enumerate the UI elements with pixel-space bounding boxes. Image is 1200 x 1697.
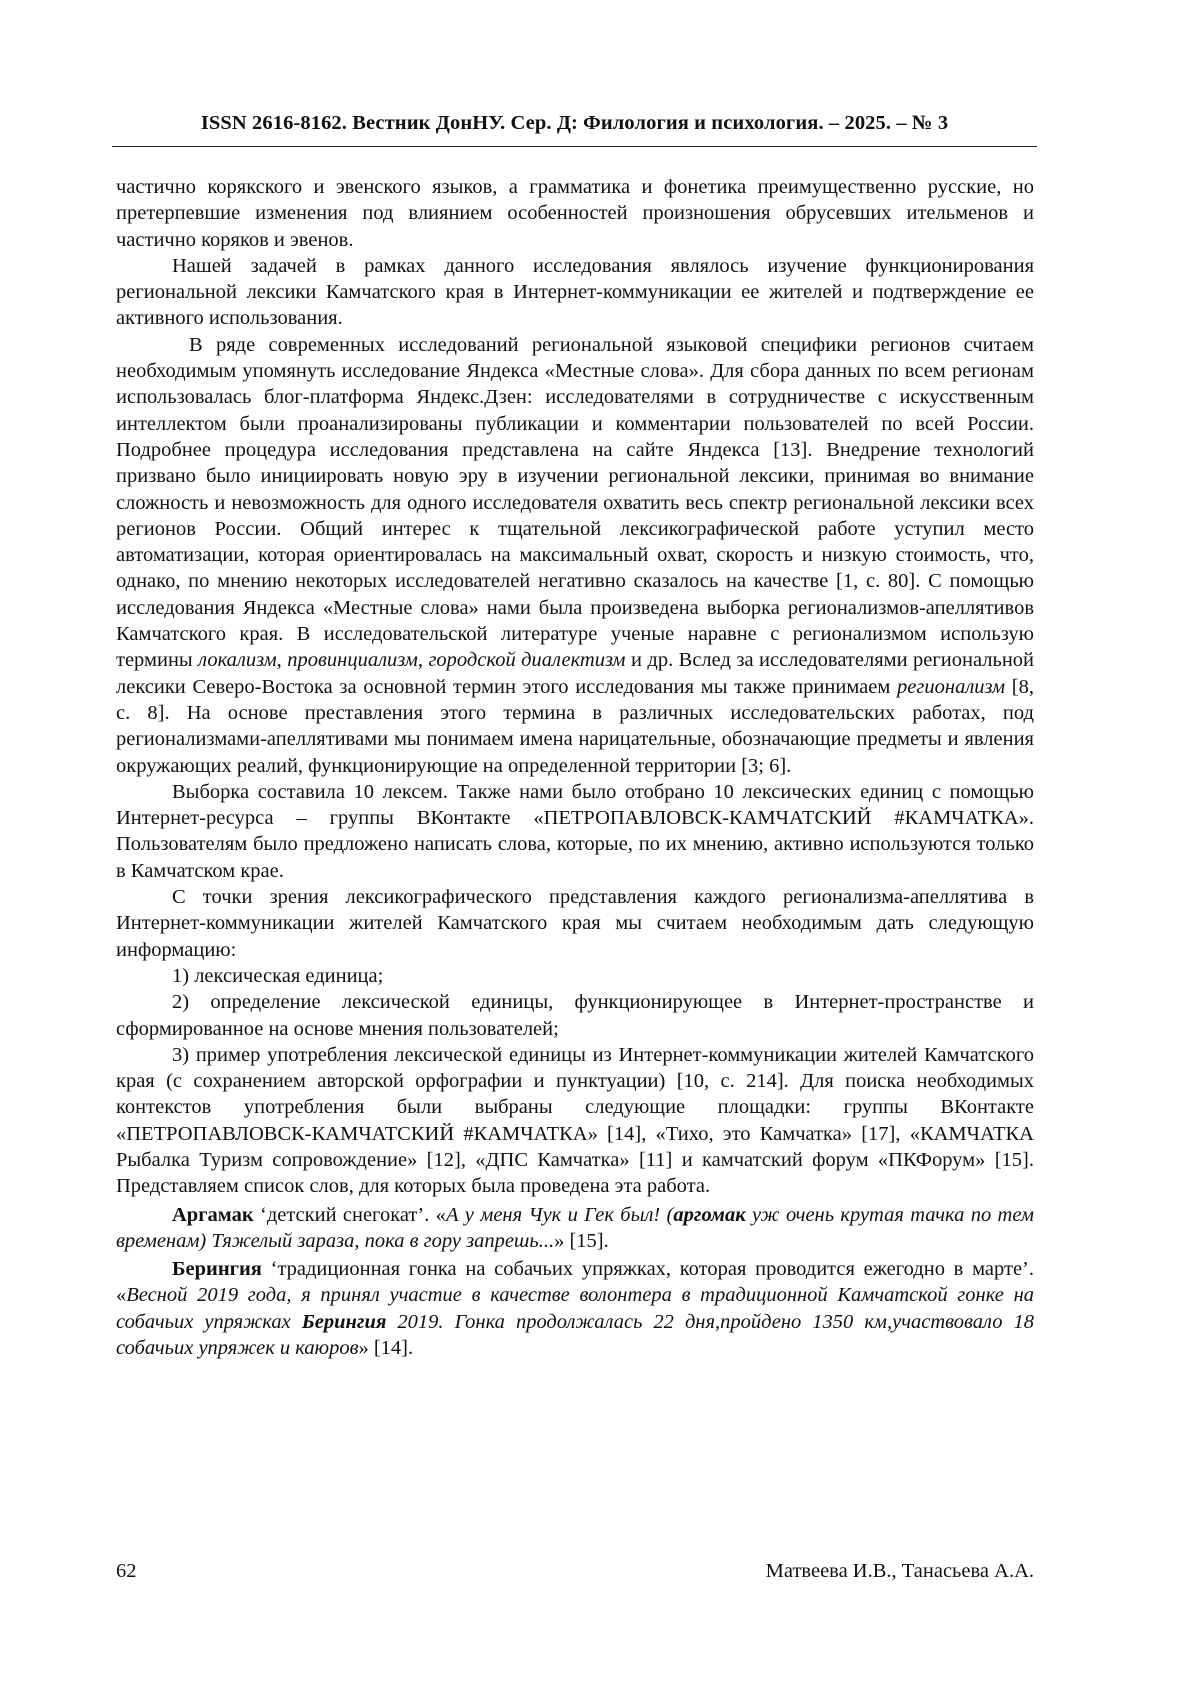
page-number: 62 — [116, 1560, 137, 1582]
term-italic: локализм — [198, 649, 277, 672]
paragraph: С точки зрения лексикографического представления каждого регионализма-апеллятива в Интернет-коммуникации жителей Камчатского края мы считаем необходимым дать следующую информацию: — [116, 886, 1034, 961]
entry-example — [116, 1284, 1034, 1359]
example-text: уж очень крутая тачка по тем временам) Тяжелый зараза, пока в гору запрешь... — [116, 1203, 1035, 1252]
text-run: [8, с. 8]. На основе преставления этого термина в различных исследовательских работах, под регионализмами-апеллятивами мы понимаем имена нарицательные, обозначающие предметы и явления окружающих реалий, функционирующие на определенной территории [3; 6]. — [116, 675, 1034, 777]
entry-source: » [14]. — [358, 1337, 414, 1360]
running-header — [112, 112, 1037, 147]
dictionary-entry — [116, 1202, 1034, 1255]
paragraph: Нашей задачей в рамках данного исследования являлось изучение функционирования региональной лексики Камчатского края в Интернет-коммуникации ее жителей и подтверждение ее активного использования. — [116, 254, 1034, 330]
text-run: , — [417, 649, 429, 672]
list-item: 2) определение лексической единицы, функционирующее в Интернет-пространстве и сформированное на основе мнения пользователей; — [116, 991, 1034, 1040]
example-text: 2019. Гонка продолжалась 22 дня,пройдено 1350 км,участвовало 18 собачьих упряжек и каюров — [116, 1310, 1034, 1360]
paragraph: Выборка составила 10 лексем. Также нами было отобрано 10 лексических единиц с помощью Интернет-ресурса – группы ВКонтакте «ПЕТРОПАВЛОВСК-КАМЧАТСКИЙ #КАМЧАТКА». Пользователям было предложено написать слова, которые, по их мнению, активно используются только в Камчатском крае. — [116, 780, 1034, 882]
list-item: 3) пример употребления лексической единицы из Интернет-коммуникации жителей Камчатского края (с сохранением авторской орфографии и пунктуации) [10, с. 214]. Для поиска необходимых контекстов употребления были выбраны следующие площадки: группы ВКонтакте «ПЕТРОПАВЛОВСК-КАМЧАТСКИЙ #КАМЧАТКА» [14], «Тихо, это Камчатка» [17], «КАМЧАТКА Рыбалка Туризм сопровождение» [12], «ДПС Камчатка» [11] и камчатский форум «ПКФорум» [15]. Представляем список слов, для которых была проведена эта работа. — [116, 1043, 1034, 1198]
journal-title: ISSN 2616-8162. Вестник ДонНУ. Сер. Д: Филология и психология. – 2025. – № 3 — [200, 112, 949, 134]
entry-headword: Берингия — [172, 1258, 262, 1281]
text-run: , — [276, 649, 288, 672]
article-body — [116, 174, 1034, 1361]
example-text: А у меня Чук и Гек был! ( — [445, 1203, 674, 1226]
entry-headword: Аргамак — [172, 1203, 254, 1226]
example-keyword: аргомак — [673, 1203, 746, 1226]
term-italic: провинциализм — [287, 649, 418, 672]
text-run: В ряде современных исследований региональной языковой специфики регионов считаем необходимым упомянуть исследование Яндекса «Местные слова». Для сбора данных по всем регионам использовалась блог-платформа Яндекс.Дзен: исследователями в сотрудничестве с искусственным интеллектом были проанализированы публикации и комментарии пользователей по всей России. Подробнее процедура исследования представлена на сайте Яндекса [13]. Внедрение технологий призвано было инициировать новую эру в изучении региональной лексики, принимая во внимание сложность и невозможность для одного исследователя охватить весь спектр региональной лексики всех регионов России. Общий интерес к тщательной лексикографической работе уступил место автоматизации, которая ориентировалась на максимальный охват, скорость и низкую стоимость, что, однако, по мнению некоторых исследователей негативно сказалось на качестве [1, с. 80]. С помощью исследования Яндекса «Местные слова» нами была произведена выборка регионализмов-апеллятивов Камчатского края. В исследовательской литературе ученые наравне с регионализмом использую термины — [116, 333, 1034, 672]
term-italic: регионализм — [897, 675, 1006, 698]
dictionary-entry — [116, 1256, 1034, 1361]
paragraph: частично корякского и эвенского языков, а грамматика и фонетика преимущественно русские, но претерпевшие изменения под влиянием особенностей произношения обрусевших ительменов и частично коряков и эвенов. — [116, 176, 1034, 251]
example-text: Весной 2019 года, я принял участие в качестве волонтера в традиционной Камчатской гонке на собачьих упряжках — [116, 1284, 1034, 1333]
list-item: 1) лексическая единица; — [172, 964, 384, 987]
paragraph — [116, 332, 1034, 779]
example-keyword: Берингия — [301, 1310, 387, 1333]
authors: Матвеева И.В., Танасьева А.А. — [765, 1560, 1034, 1582]
term-italic: городской диалектизм — [428, 649, 626, 672]
entry-definition: ‘детский снегокат’. « — [253, 1203, 446, 1226]
text-run: и др. Вслед за исследователями региональной лексики Северо-Востока за основной термин этого исследования мы также принимаем — [116, 649, 1035, 698]
entry-definition: ‘традиционная гонка на собачьих упряжках, которая проводится ежегодно в марте’. « — [116, 1258, 1034, 1307]
entry-source: » [15]. — [554, 1229, 609, 1252]
